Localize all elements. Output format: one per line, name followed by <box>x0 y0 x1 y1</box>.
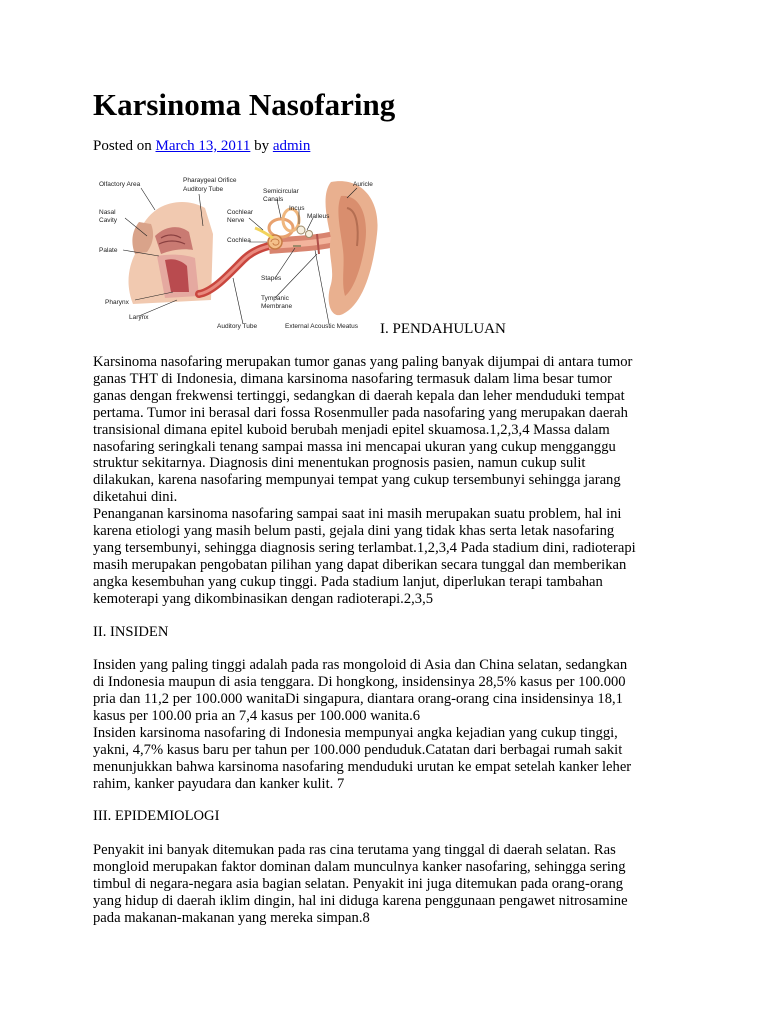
section-heading-pendahuluan: I. PENDAHULUAN <box>380 321 506 337</box>
post-meta <box>93 137 310 155</box>
label-cochlea: Cochlea <box>227 237 251 244</box>
label-nerve: Nerve <box>227 217 245 224</box>
label-external-meatus: External Acoustic Meatus <box>285 323 358 330</box>
label-semicircular: Semicircular <box>263 188 299 195</box>
author-link[interactable]: admin <box>272 138 311 154</box>
label-tympanic: Tympanic <box>261 295 289 302</box>
by-label: by <box>254 138 270 154</box>
paragraph-pendahuluan-2: Penanganan karsinoma nasofaring sampai saat ini masih merupakan suatu problem, hal ini karena etiologi yang masih belum pasti, gejala dini yang tidak khas serta letak nasofaring yang tersembunyi, sehingga diagnosis sering terlambat.1,2,3,4 Pada stadium dini, radioterapi masih merupakan pengobatan pilihan yang dapat diberikan secara tunggal dan memberikan angka kesembuhan yang cukup tinggi. Pada stadium lanjut, diperlukan terapi tambahan kemoterapi yang dikombinasikan dengan radioterapi.2,3,5 <box>93 506 636 607</box>
label-palate: Palate <box>99 247 118 254</box>
label-cochlear: Cochlear <box>227 209 254 216</box>
label-stapes: Stapes <box>261 275 282 282</box>
label-auditory-tube-bottom: Auditory Tube <box>217 323 258 330</box>
paragraph-insiden-1: Insiden yang paling tinggi adalah pada ras mongoloid di Asia dan China selatan, sedangkan di Indonesia maupun di asia tenggara. Di hongkong, insidensinya 28,5% kasus per 100.000 pria dan 11,2 per 100.000 wanitaDi singapura, diantara orang-orang cina insidensinya 18,1 kasus per 100.00 pria an 7,4 kasus per 100.000 wanita.6 <box>93 657 628 724</box>
label-cavity: Cavity <box>99 217 118 224</box>
label-incus: Incus <box>289 205 305 212</box>
label-auditory-tube-top: Auditory Tube <box>183 186 224 193</box>
post-date-link[interactable]: March 13, 2011 <box>155 138 251 154</box>
label-larynx: Larynx <box>129 314 149 321</box>
section-heading-epidemiologi: III. EPIDEMIOLOGI <box>93 808 220 824</box>
section-heading-insiden: II. INSIDEN <box>93 624 169 640</box>
ear-anatomy-illustration <box>95 174 383 334</box>
label-nasal: Nasal <box>99 209 116 216</box>
label-malleus: Malleus <box>307 213 330 220</box>
label-membrane: Membrane <box>261 303 293 310</box>
label-canals: Canals <box>263 196 284 203</box>
label-olfactory-area: Olfactory Area <box>99 181 141 188</box>
article-title: Karsinoma Nasofaring <box>93 87 396 122</box>
posted-on-label: Posted on <box>93 138 152 154</box>
paragraph-pendahuluan-1: Karsinoma nasofaring merupakan tumor ganas yang paling banyak dijumpai di antara tumor ganas THT di Indonesia, dimana karsinoma nasofaring termasuk dalam lima besar tumor ganas dengan frekwensi tertinggi, sedangkan di daerah kepala dan leher menduduki tempat pertama. Tumor ini berasal dari fossa Rosenmuller pada nasofaring yang merupakan daerah transisional dimana epitel kuboid berubah menjadi epitel skuamosa.1,2,3,4 Massa dalam nasofaring seringkali tenang sampai massa ini mencapai ukuran yang cukup mengganggu struktur sekitarnya. Diagnosis dini menentukan prognosis pasien, namun cukup sulit dilakukan, karena nasofaring mempunyai tempat yang cukup tersembunyi sehingga jarang diketahui dini. <box>93 354 633 506</box>
label-pharynx: Pharynx <box>105 299 129 306</box>
label-auricle: Auricle <box>353 181 373 188</box>
paragraph-epidemiologi-1: Penyakit ini banyak ditemukan pada ras cina terutama yang tinggal di daerah selatan. Ras mongloid merupakan faktor dominan dalam munculnya kanker nasofaring, sehingga sering timbul di negara-negara asia bagian selatan. Penyakit ini juga ditemukan pada orang-orang yang hidup di daerah iklim dingin, hal ini diduga karena penggunaan pengawet nitrosamine pada makanan-makanan yang mereka simpan.8 <box>93 842 628 926</box>
paragraph-insiden-2: Insiden karsinoma nasofaring di Indonesia mempunyai angka kejadian yang cukup tinggi, yakni, 4,7% kasus baru per tahun per 100.000 penduduk.Catatan dari berbagai rumah sakit menunjukkan bahwa karsinoma nasofaring menduduki urutan ke empat setelah kanker leher rahim, kanker payudara dan kanker kulit. 7 <box>93 725 632 792</box>
label-pharyngeal-orifice: Pharaygeal Orifice <box>183 177 237 184</box>
